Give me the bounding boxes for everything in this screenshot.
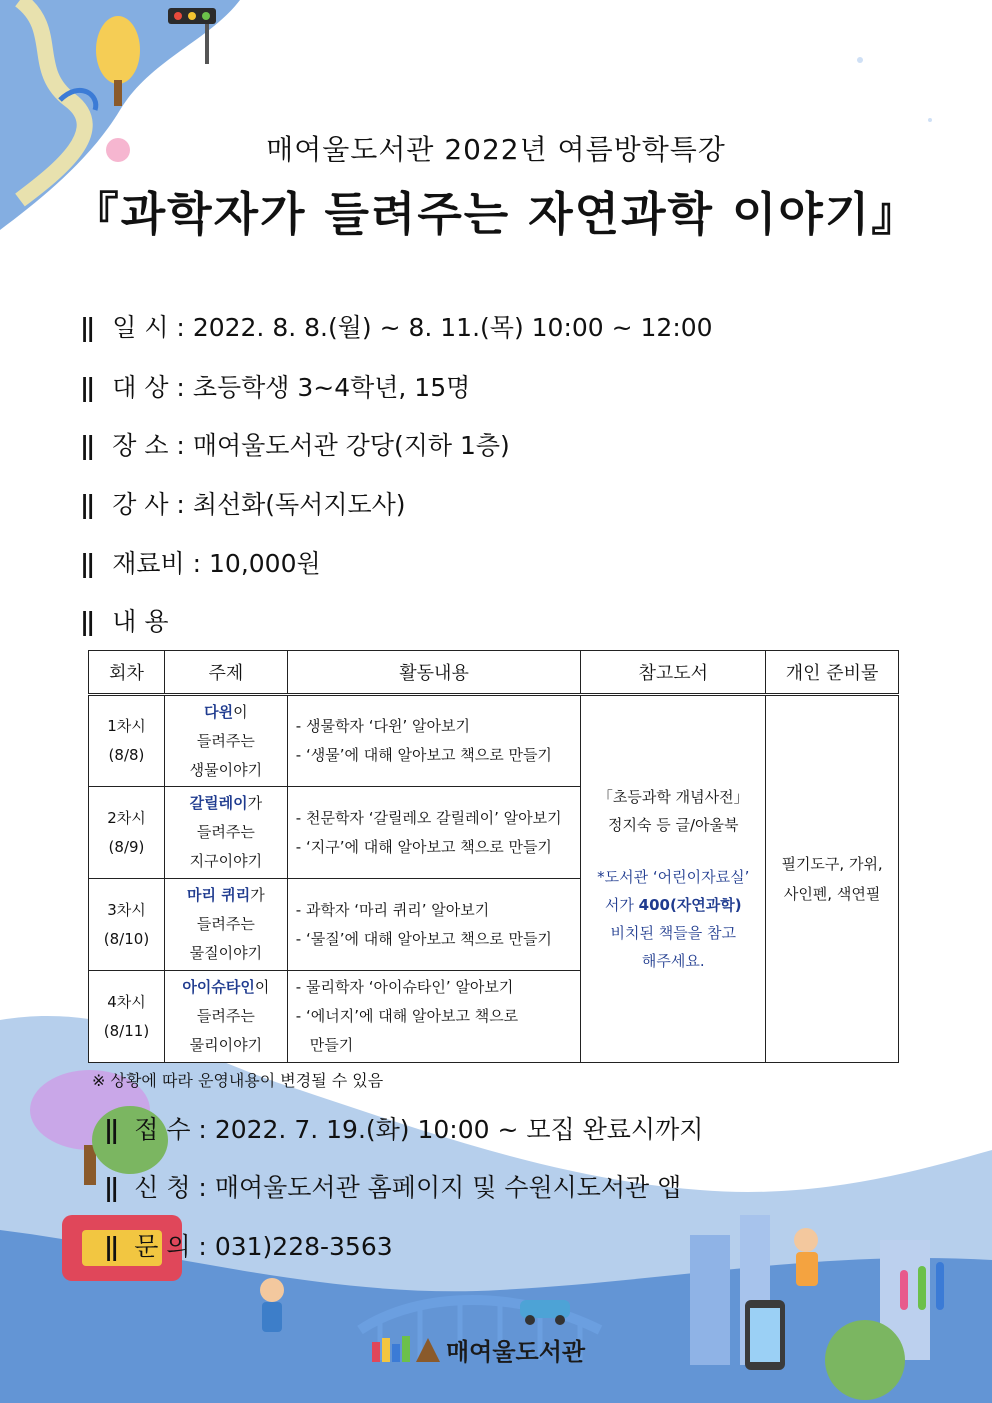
scientist-name: 아이슈타인 — [182, 978, 255, 996]
session-cell — [89, 971, 165, 1063]
column-header: 참고도서 — [581, 651, 766, 695]
session-label: 2차시 — [107, 808, 146, 827]
activity-cell — [287, 879, 581, 971]
bullet-mark: || — [104, 1115, 117, 1144]
reference-note: *도서관 ‘어린이자료실’ — [597, 868, 750, 886]
info-separator: : — [198, 1173, 207, 1202]
scientist-name: 갈릴레이 — [189, 794, 248, 812]
topic-cell — [164, 879, 287, 971]
topic-line: 들려주는 — [196, 823, 255, 841]
bullet-mark: || — [80, 490, 93, 519]
info-row-date — [80, 308, 713, 344]
session-cell — [89, 695, 165, 787]
session-cell — [89, 879, 165, 971]
info-label: 재료비 — [112, 549, 185, 578]
session-label: 1차시 — [107, 717, 146, 735]
reference-book-cell — [581, 695, 766, 1063]
activity-line: - ‘물질’에 대해 알아보고 책으로 만들기 — [295, 929, 552, 948]
session-cell — [89, 787, 165, 879]
scientist-name: 다윈 — [204, 702, 234, 721]
session-date: (8/10) — [103, 929, 150, 948]
info-value: 매여울도서관 홈페이지 및 수원시도서관 앱 — [214, 1173, 682, 1202]
info-row-target — [80, 368, 470, 404]
info-separator: : — [176, 490, 185, 519]
info-separator: : — [176, 313, 185, 342]
topic-line: 물리이야기 — [189, 1036, 263, 1054]
info-value: 10,000원 — [209, 549, 321, 578]
info-value: 2022. 7. 19.(화) 10:00 ~ 모집 완료시까지 — [214, 1115, 704, 1144]
column-header: 회차 — [89, 651, 165, 695]
reference-note: 해주세요. — [641, 952, 705, 970]
topic-suffix: 이 — [233, 702, 248, 721]
bullet-mark: || — [80, 431, 93, 460]
info-label: 신 청 — [134, 1173, 191, 1202]
activity-cell — [287, 695, 581, 787]
activity-line: - ‘생물’에 대해 알아보고 책으로 만들기 — [295, 746, 552, 764]
info-row-content — [80, 602, 168, 638]
bullet-mark: || — [80, 373, 93, 402]
activity-cell — [287, 971, 581, 1063]
info-separator: : — [198, 1232, 207, 1261]
supplies-cell — [766, 695, 899, 1063]
info-label: 강 사 — [112, 490, 169, 519]
info-row-instructor — [80, 485, 406, 521]
info-separator: : — [198, 1115, 207, 1144]
info-separator: : — [176, 431, 185, 460]
bullet-mark: || — [80, 607, 93, 636]
topic-cell — [164, 971, 287, 1063]
session-label: 4차시 — [107, 992, 146, 1011]
reference-note: 비치된 책들을 참고 — [610, 924, 736, 942]
info-label: 일 시 — [112, 313, 169, 342]
info-value: 매여울도서관 강당(지하 1층) — [192, 431, 510, 460]
table-row — [89, 695, 899, 787]
topic-suffix: 가 — [247, 794, 263, 812]
info-row-registration — [104, 1110, 703, 1146]
book-title: 「초등과학 개념사전」 — [597, 788, 749, 806]
info-separator: : — [176, 373, 185, 402]
topic-cell — [164, 695, 287, 787]
bullet-mark: || — [104, 1232, 117, 1261]
column-header: 개인 준비물 — [766, 651, 899, 695]
session-date: (8/8) — [108, 746, 145, 764]
column-header: 활동내용 — [287, 651, 581, 695]
supplies-line: 필기도구, 가위, — [781, 855, 883, 873]
info-value: 2022. 8. 8.(월) ~ 8. 11.(목) 10:00 ~ 12:00 — [192, 313, 713, 342]
library-name: 매여울도서관 — [446, 1338, 586, 1366]
session-date: (8/11) — [103, 1021, 150, 1040]
activity-line: - 생물학자 ‘다윈’ 알아보기 — [295, 717, 470, 735]
supplies-line: 사인펜, 색연필 — [783, 885, 881, 903]
topic-line: 들려주는 — [196, 915, 255, 933]
info-row-fee — [80, 544, 321, 580]
topic-line: 들려주는 — [196, 1007, 255, 1025]
info-label: 장 소 — [112, 431, 169, 460]
topic-line: 물질이야기 — [189, 944, 263, 962]
activity-line: 만들기 — [309, 1036, 354, 1054]
info-label: 접 수 — [134, 1115, 191, 1144]
event-subtitle: 매여울도서관 2022년 여름방학특강 — [266, 133, 726, 166]
activity-line: - 물리학자 ‘아이슈타인’ 알아보기 — [295, 978, 514, 996]
event-title: 『과학자가 들려주는 자연과학 이야기』 — [72, 187, 920, 241]
bullet-mark: || — [104, 1173, 117, 1202]
activity-cell — [287, 787, 581, 879]
topic-suffix: 이 — [254, 978, 270, 996]
book-author: 정지숙 등 글/아울북 — [608, 816, 739, 834]
activity-line: - ‘지구’에 대해 알아보고 책으로 만들기 — [295, 837, 552, 856]
schedule-table — [88, 650, 899, 1063]
topic-line: 생물이야기 — [189, 760, 263, 779]
info-label: 내 용 — [112, 607, 169, 636]
column-header: 주제 — [164, 651, 287, 695]
topic-cell — [164, 787, 287, 879]
info-value: 031)228-3563 — [214, 1232, 393, 1261]
bullet-mark: || — [80, 313, 93, 342]
change-notice: ※ 상황에 따라 운영내용이 변경될 수 있음 — [92, 1071, 384, 1090]
info-row-place — [80, 426, 510, 462]
session-label: 3차시 — [107, 900, 146, 919]
reference-note: 서가 — [604, 896, 639, 914]
info-separator: : — [192, 549, 202, 578]
info-label: 문 의 — [134, 1232, 191, 1261]
topic-line: 들려주는 — [196, 731, 255, 750]
info-label: 대 상 — [112, 373, 169, 402]
bullet-mark: || — [80, 549, 93, 578]
reference-shelf: 400(자연과학) — [638, 896, 742, 914]
activity-line: - 과학자 ‘마리 퀴리’ 알아보기 — [295, 900, 490, 919]
scientist-name: 마리 퀴리 — [187, 886, 251, 904]
activity-line: - 천문학자 ‘갈릴레오 갈릴레이’ 알아보기 — [295, 808, 562, 827]
info-value: 초등학생 3~4학년, 15명 — [192, 373, 471, 402]
topic-line: 지구이야기 — [189, 852, 263, 870]
info-row-contact — [104, 1227, 393, 1263]
session-date: (8/9) — [108, 837, 145, 856]
activity-line: - ‘에너지’에 대해 알아보고 책으로 — [295, 1007, 519, 1025]
topic-suffix: 가 — [250, 886, 265, 904]
table-header-row — [89, 651, 899, 695]
info-row-application — [104, 1168, 681, 1204]
info-value: 최선화(독서지도사) — [192, 490, 406, 519]
